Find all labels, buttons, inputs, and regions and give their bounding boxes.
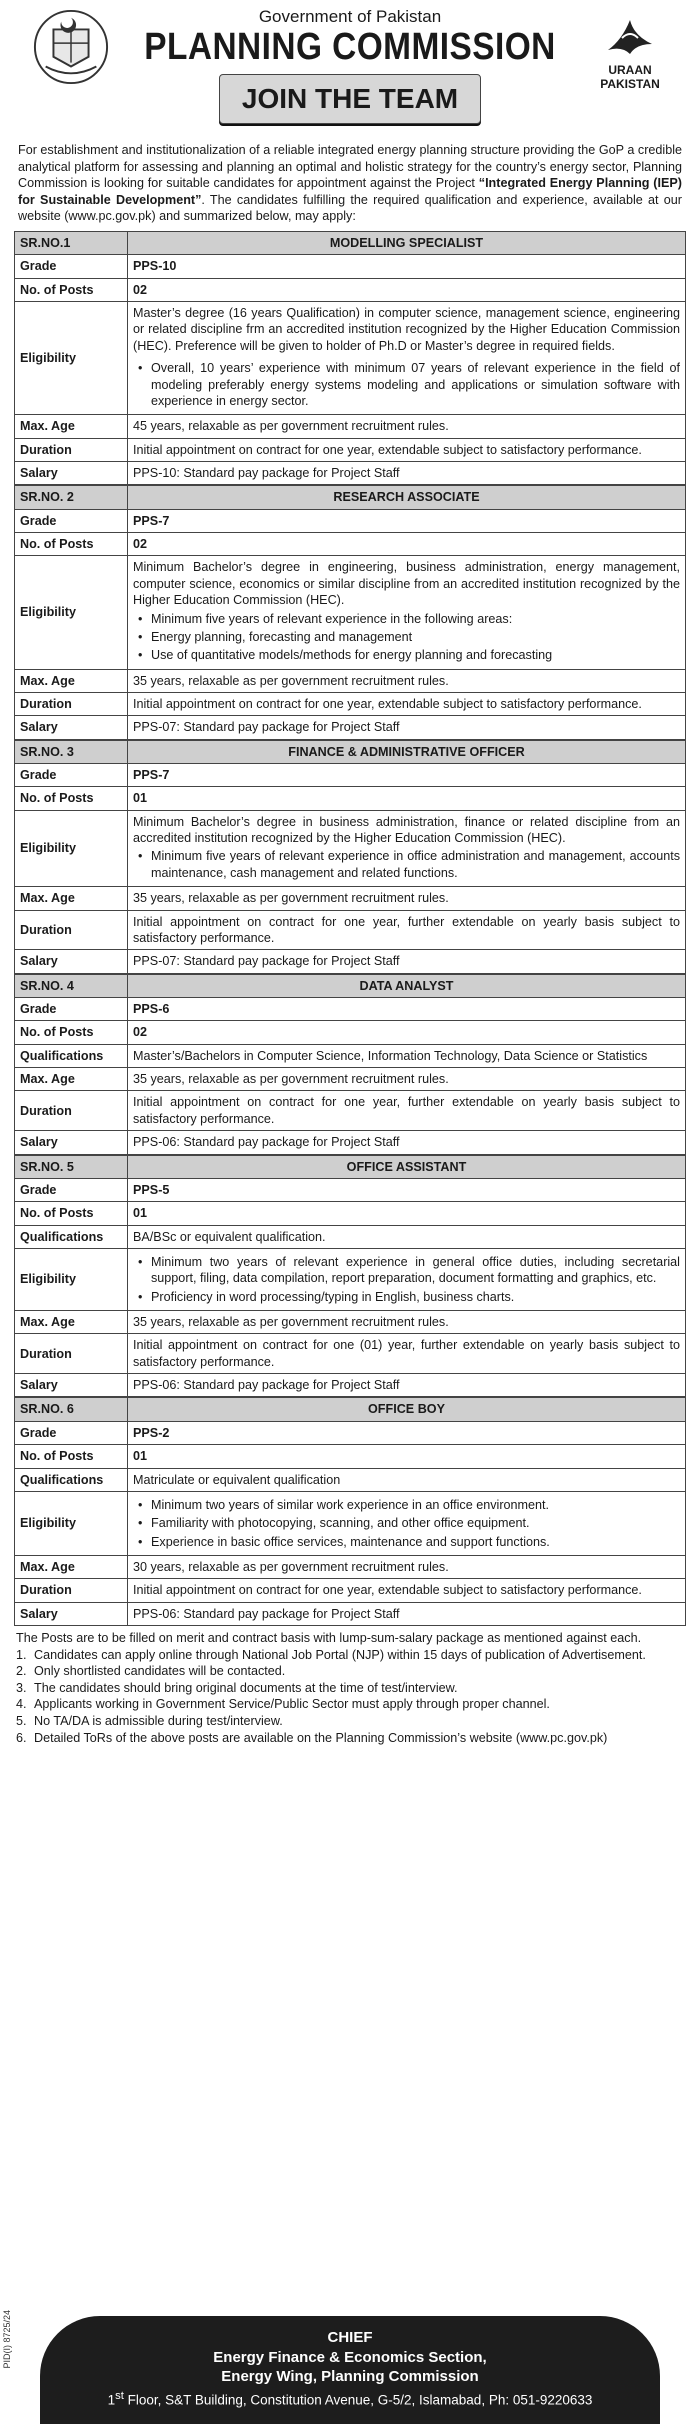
eligibility-label: Eligibility [15,556,128,669]
note-number: 5. [16,1714,27,1729]
job-tables [14,231,686,1626]
age-label: Max. Age [15,1555,128,1578]
note-number: 2. [16,1664,27,1679]
eligibility-value [128,556,686,669]
eligibility-bullet: • Familiarity with photocopying, scanning, and other office equipment. [133,1515,680,1531]
eligibility-bullet: • Proficiency in word processing/typing in English, business charts. [133,1289,680,1305]
posts-label: No. of Posts [15,787,128,810]
intro-text: For establishment and institutionalization of a reliable integrated energy planning structure providing the GoP a credible analytical platform for assessing and planning an optimal and holistic strategy for the country’s energy sector, Planning Commission is looking for suitable candidates for appointment against the Project [18,143,682,191]
salary-label: Salary [15,950,128,973]
posts-value: 01 [128,1445,686,1468]
job-table-finance-admin-officer [14,740,686,974]
age-value: 35 years, relaxable as per government recruitment rules. [128,1311,686,1334]
grade-value: PPS-7 [128,764,686,787]
sr-number: SR.NO. 3 [15,740,128,763]
sr-number: SR.NO. 4 [15,974,128,997]
age-value: 45 years, relaxable as per government recruitment rules. [128,415,686,438]
grade-value: PPS-5 [128,1178,686,1201]
project-name: “Integrated Energy Planning (IEP) for Sustainable Development” [18,176,682,207]
footer-floor-suffix: st [115,2389,124,2402]
post-title: OFFICE ASSISTANT [128,1155,686,1178]
eligibility-bullet: • Energy planning, forecasting and management [133,629,680,645]
note-item [16,1730,684,1747]
posts-value: 02 [128,533,686,556]
note-text: Detailed ToRs of the above posts are available on the Planning Commission’s website (www.pc.gov.pk) [34,1730,608,1745]
grade-label: Grade [15,1178,128,1201]
post-title: DATA ANALYST [128,974,686,997]
eligibility-bullet: • Minimum two years of relevant experience in general office duties, including secretarial support, filing, data compilation, report preparation, document formatting and graphics, etc. [133,1254,680,1287]
posts-label: No. of Posts [15,1445,128,1468]
intro-text-end: . The candidates fulfilling the required qualification and experience, available at our website (www.pc.gov.pk) and summarized below, may apply: [18,192,682,224]
duration-value: Initial appointment on contract for one year, extendable subject to satisfactory performance. [128,438,686,461]
footer-address [40,2389,660,2409]
sr-number: SR.NO. 5 [15,1155,128,1178]
duration-label: Duration [15,910,128,950]
duration-value: Initial appointment on contract for one year, extendable subject to satisfactory performance. [128,1579,686,1602]
publication-id: PID(I) 8725/24 [2,2310,12,2369]
eligibility-bullet: • Minimum five years of relevant experience in office administration and management, accounts maintenance, cash management and related functions. [133,848,680,881]
note-item [16,1713,684,1730]
grade-label: Grade [15,764,128,787]
footer-address-text: Floor, S&T Building, Constitution Avenue, G-5/2, Islamabad, Ph: 051-9220633 [123,2392,593,2407]
note-text: Applicants working in Government Service/Public Sector must apply through proper channel. [34,1697,550,1712]
duration-label: Duration [15,1334,128,1374]
eligibility-text: Minimum Bachelor’s degree in business administration, finance or related discipline from an accredited institution recognized by the Higher Education Commission (HEC). [133,814,680,846]
salary-label: Salary [15,1374,128,1397]
uraan-pakistan-logo [584,10,676,106]
posts-label: No. of Posts [15,1202,128,1225]
grade-label: Grade [15,509,128,532]
footer-wing: Energy Wing, Planning Commission [221,2368,479,2385]
note-text: No TA/DA is admissible during test/interview. [34,1714,283,1729]
posts-label: No. of Posts [15,533,128,556]
age-label: Max. Age [15,669,128,692]
notes-section [14,1630,686,1746]
job-table-office-assistant [14,1155,686,1398]
notes-lead: The Posts are to be filled on merit and contract basis with lump-sum-salary package as mentioned against each. [16,1631,642,1646]
note-number: 4. [16,1697,27,1712]
grade-value: PPS-6 [128,997,686,1020]
salary-value: PPS-07: Standard pay package for Project Staff [128,716,686,739]
salary-label: Salary [15,462,128,485]
eligibility-bullet: • Minimum five years of relevant experience in the following areas: [133,611,680,627]
grade-label: Grade [15,1421,128,1444]
eligibility-bullet: • Overall, 10 years’ experience with minimum 07 years of relevant experience in the field of modeling preferably energy systems modeling and applications or simulation software with experience in energy sector. [133,360,680,409]
join-the-team-banner: JOIN THE TEAM [219,74,481,124]
grade-value: PPS-2 [128,1421,686,1444]
age-label: Max. Age [15,1311,128,1334]
note-item [16,1663,684,1680]
eligibility-value [128,1248,686,1310]
eligibility-text: Master’s degree (16 years Qualification) in computer science, management science, engineering or related discipline frm an accredited institution recognized by the Higher Education Commission (HEC). Preference will be given to holder of Ph.D or Master’s degree in required fields. [133,306,680,353]
note-number: 3. [16,1680,27,1695]
qualifications-value: Matriculate or equivalent qualification [128,1468,686,1491]
grade-value: PPS-7 [128,509,686,532]
uraan-bird-icon [600,10,660,58]
eligibility-text: Minimum Bachelor’s degree in engineering, business administration, energy management, computer science, economics or similar discipline from an accredited institution recognized by the Higher Education Commission (HEC). [133,560,680,608]
duration-value: Initial appointment on contract for one (01) year, further extendable on yearly basis subject to satisfactory performance. [128,1334,686,1374]
duration-label: Duration [15,438,128,461]
salary-value: PPS-06: Standard pay package for Project Staff [128,1602,686,1625]
duration-value: Initial appointment on contract for one year, further extendable on yearly basis subject to satisfactory performance. [128,910,686,950]
eligibility-label: Eligibility [15,810,128,886]
footer-chief: CHIEF [327,2329,373,2346]
age-value: 35 years, relaxable as per government recruitment rules. [128,887,686,910]
footer-address-block [40,2316,660,2424]
salary-value: PPS-07: Standard pay package for Project Staff [128,950,686,973]
header [14,0,686,136]
sr-number: SR.NO.1 [15,232,128,255]
page-title: PLANNING COMMISSION [144,26,556,69]
qualifications-value: Master’s/Bachelors in Computer Science, Information Technology, Data Science or Statistics [128,1044,686,1067]
note-number: 1. [16,1647,27,1662]
note-item [16,1696,684,1713]
post-title: OFFICE BOY [128,1398,686,1421]
eligibility-value [128,1491,686,1555]
salary-label: Salary [15,716,128,739]
note-number: 6. [16,1730,27,1745]
government-label: Government of Pakistan [258,7,442,26]
eligibility-label: Eligibility [15,302,128,415]
duration-label: Duration [15,1579,128,1602]
qualifications-label: Qualifications [15,1225,128,1248]
uraan-pakistan-text: URAAN PAKISTAN [600,63,660,91]
age-label: Max. Age [15,415,128,438]
eligibility-label: Eligibility [15,1248,128,1310]
eligibility-bullet: • Use of quantitative models/methods for energy planning and forecasting [133,647,680,663]
note-text: Only shortlisted candidates will be contacted. [34,1664,286,1679]
salary-label: Salary [15,1131,128,1154]
post-title: RESEARCH ASSOCIATE [128,486,686,509]
posts-value: 01 [128,787,686,810]
job-table-office-boy [14,1397,686,1626]
salary-value: PPS-06: Standard pay package for Project Staff [128,1374,686,1397]
grade-label: Grade [15,255,128,278]
qualifications-label: Qualifications [15,1044,128,1067]
eligibility-bullet: • Experience in basic office services, maintenance and support functions. [133,1534,680,1550]
age-label: Max. Age [15,887,128,910]
duration-label: Duration [15,1091,128,1131]
posts-label: No. of Posts [15,1021,128,1044]
eligibility-label: Eligibility [15,1491,128,1555]
grade-value: PPS-10 [128,255,686,278]
job-table-research-associate [14,485,686,739]
qualifications-label: Qualifications [15,1468,128,1491]
post-title: MODELLING SPECIALIST [128,232,686,255]
age-label: Max. Age [15,1068,128,1091]
eligibility-value [128,302,686,415]
intro-paragraph [14,142,686,225]
duration-label: Duration [15,692,128,715]
footer-section: Energy Finance & Economics Section, [213,2348,487,2366]
note-item [16,1680,684,1697]
job-table-data-analyst [14,974,686,1155]
grade-label: Grade [15,997,128,1020]
posts-value: 01 [128,1202,686,1225]
salary-value: PPS-10: Standard pay package for Project Staff [128,462,686,485]
sr-number: SR.NO. 6 [15,1398,128,1421]
posts-value: 02 [128,1021,686,1044]
age-value: 30 years, relaxable as per government recruitment rules. [128,1555,686,1578]
eligibility-bullet: • Minimum two years of similar work experience in an office environment. [133,1497,680,1513]
eligibility-value [128,810,686,886]
post-title: FINANCE & ADMINISTRATIVE OFFICER [128,740,686,763]
duration-value: Initial appointment on contract for one year, extendable subject to satisfactory performance. [128,692,686,715]
notes-list [16,1647,684,1747]
salary-value: PPS-06: Standard pay package for Project Staff [128,1131,686,1154]
job-table-modelling-specialist [14,231,686,485]
note-text: The candidates should bring original documents at the time of test/interview. [34,1680,458,1695]
footer-floor-number: 1 [107,2392,116,2407]
sr-number: SR.NO. 2 [15,486,128,509]
age-value: 35 years, relaxable as per government recruitment rules. [128,669,686,692]
note-text: Candidates can apply online through National Job Portal (NJP) within 15 days of publication of Advertisement. [34,1647,646,1662]
duration-value: Initial appointment on contract for one year, further extendable on yearly basis subject to satisfactory performance. [128,1091,686,1131]
posts-value: 02 [128,278,686,301]
salary-label: Salary [15,1602,128,1625]
note-item [16,1647,684,1664]
posts-label: No. of Posts [15,278,128,301]
qualifications-value: BA/BSc or equivalent qualification. [128,1225,686,1248]
age-value: 35 years, relaxable as per government recruitment rules. [128,1068,686,1091]
